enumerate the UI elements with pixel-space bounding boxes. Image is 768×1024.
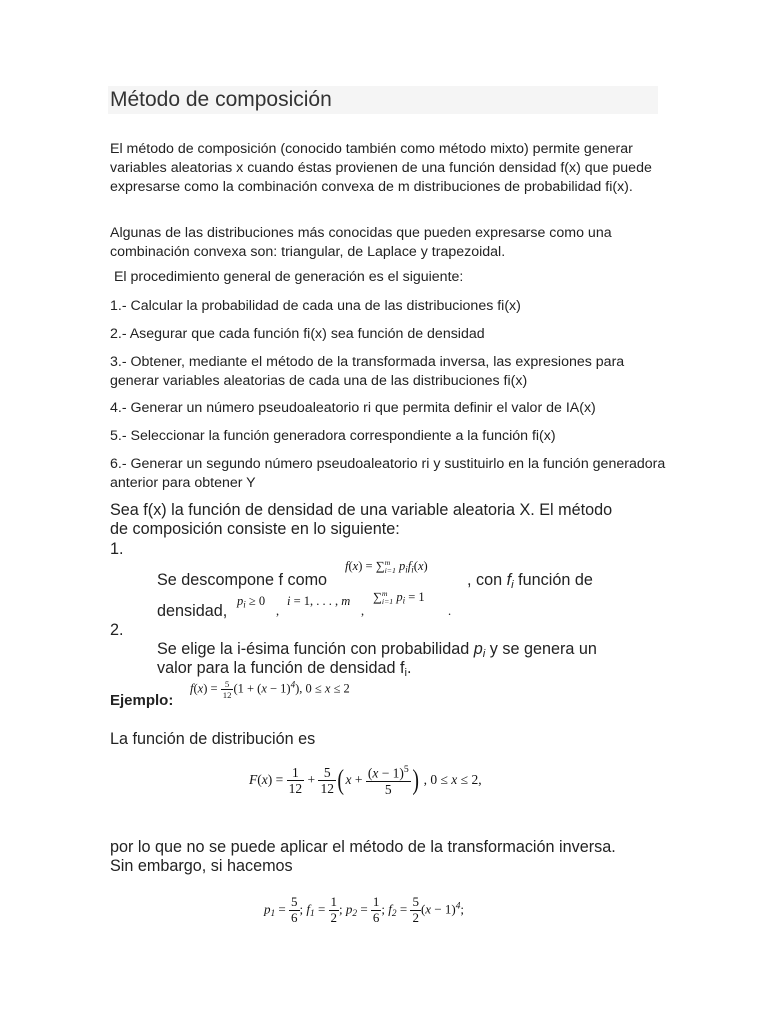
conclusion-line-1: por lo que no se puede aplicar el método de la transformación inversa. [110,838,616,856]
procedure-paragraph: El procedimiento general de generación es el siguiente: [110,269,464,285]
example-density-formula: f(x) = $\frac{5}{12}$ $(1 + (x - 1)^4)$, 0 ≤ x ≤ 2 [190,679,350,701]
example-label: Ejemplo: [110,692,174,709]
period: . [448,604,452,618]
comma-2: , [361,604,365,618]
distribution-text: La función de distribución es [110,730,316,748]
comma-1: , [276,604,280,618]
definition-line-2: de composición consiste en lo siguiente: [110,520,400,538]
intro-paragraph: El método de composición (conocido también como método mixto) permite generar variables aleatorias x cuando éstas provienen de una función densidad f(x) que puede expresarse como la combinación convexa de m distribuciones de probabilidad fi(x). [110,141,652,195]
item-1-text-d: densidad, [157,602,228,620]
conclusion-line-2: Sin embargo, si hacemos [110,857,293,875]
composition-weights-formula: $p_1$ = $\frac{5}{6}$ ; $f_1$ = $\frac{1}{2}$ ; $p_2$ = $\frac{1}{6}$ ; $f_2$ = $\frac{5}{2}$ $(x - 1)^4$; [264,894,465,925]
step-5: 5.- Seleccionar la función generadora correspondiente a la función fi(x) [110,428,556,444]
item-1-number: 1. [110,540,124,558]
step-1: 1.- Calcular la probabilidad de cada una de las distribuciones fi(x) [110,298,521,314]
title-bar [108,86,658,114]
item-2-number: 2. [110,621,124,639]
item-2-line-1: Se elige la i-ésima función con probabilidad pi y se genera un [157,640,597,660]
page-title: Método de composición [110,88,332,111]
step-3: 3.- Obtener, mediante el método de la transformada inversa, las expresiones para generar variables aleatorias de cada una de las distribuciones fi(x) [110,354,625,389]
definition-line-1: Sea f(x) la función de densidad de una variable aleatoria X. El método [110,501,613,519]
item-2-line-2: valor para la función de densidad fi. [157,659,412,679]
sum-condition: ∑ m i=1 $p_i = 1$ [373,589,425,607]
item-1-text-a: Se descompone f como [157,571,328,589]
nonnegative-condition: $p_i \ge 0$ [237,594,266,610]
step-4: 4.- Generar un número pseudoaleatorio ri que permita definir el valor de IA(x) [110,400,596,416]
decomposition-formula: f(x) = ∑ m i=1 $p_if_i(x)$ [345,558,428,576]
step-6: 6.- Generar un segundo número pseudoaleatorio ri y sustituirlo en la función generadora anterior para obtener Y [110,456,666,491]
index-range: i = 1, . . . , m [287,594,351,608]
distributions-paragraph: Algunas de las distribuciones más conocidas que pueden expresarse como una combinación convexa son: triangular, de Laplace y trapezoidal. [110,225,612,260]
distribution-function-formula: F(x) = $\frac{1}{12}$ + $\frac{5}{12}$ (x + $\frac{(x - 1)^5}{5}$ ) , 0 ≤ x ≤ 2, [249,764,482,797]
step-2: 2.- Asegurar que cada función fi(x) sea función de densidad [110,326,485,342]
item-1-text-b: , con fi función de [467,571,593,591]
